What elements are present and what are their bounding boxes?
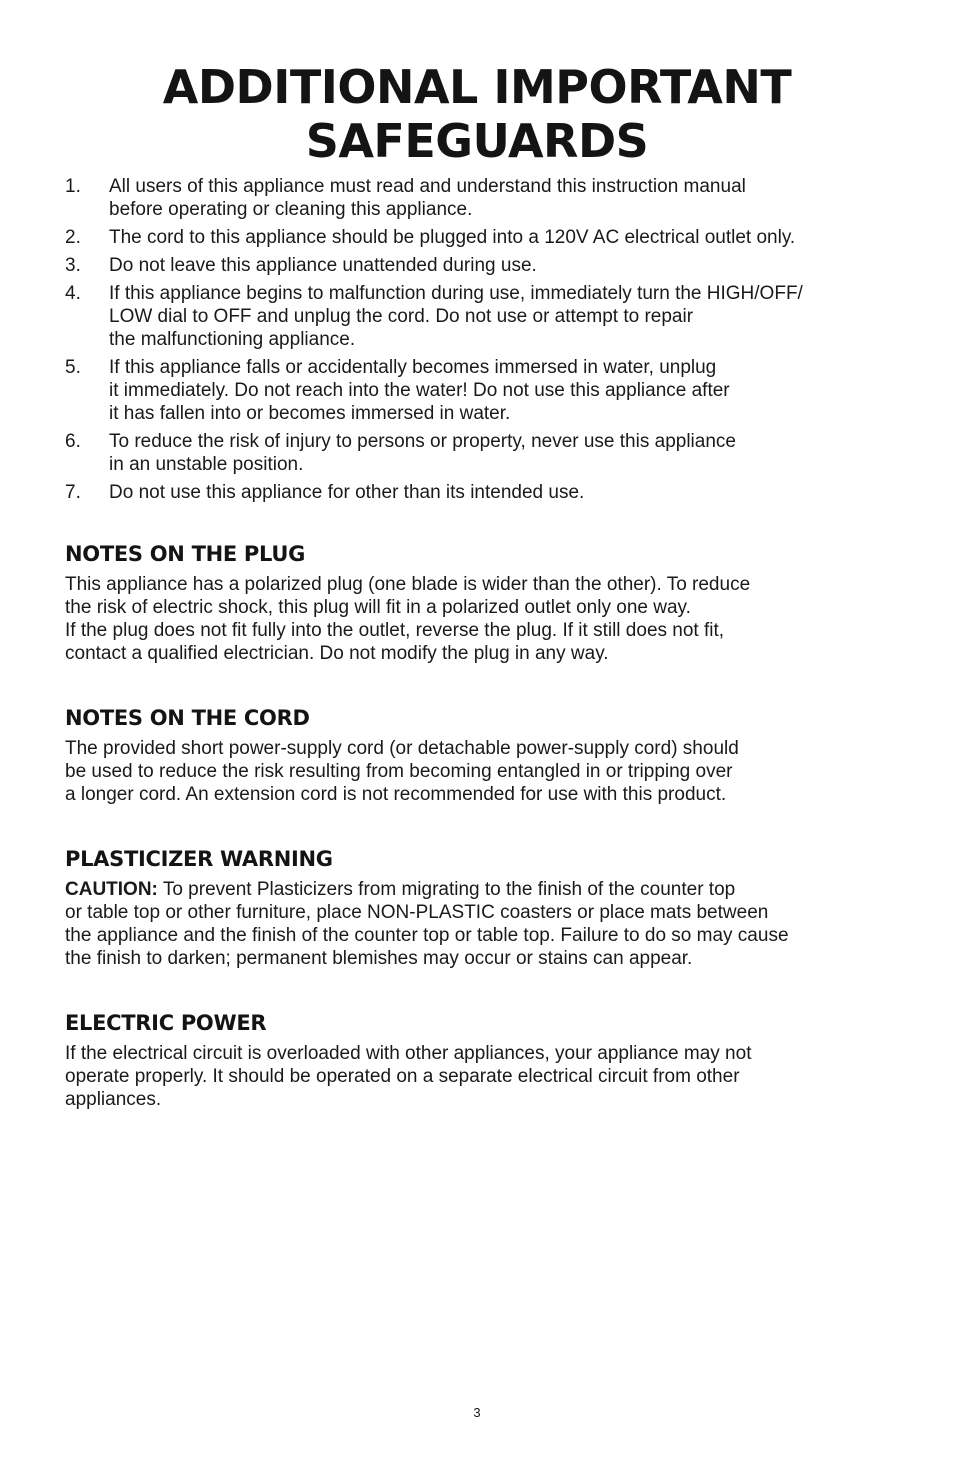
page-number: 3 [473,1405,481,1420]
text-line: be used to reduce the risk resulting from becoming entangled in or tripping over [65,761,733,782]
item-number: 4. [65,283,81,304]
text-line: This appliance has a polarized plug (one blade is wider than the other). To reduce [65,574,751,595]
page-title-line-1: ADDITIONAL IMPORTANT [162,60,792,114]
text-line: Do not leave this appliance unattended during use. [109,255,537,276]
text-line: LOW dial to OFF and unplug the cord. Do not use or attempt to repair [109,306,694,327]
text-line: If this appliance begins to malfunction during use, immediately turn the HIGH/OFF/ [109,283,803,304]
safeguard-item-2 [65,226,895,249]
text-line: If the plug does not fit fully into the outlet, reverse the plug. If it still does not fit, [65,620,725,641]
text-line: the finish to darken; permanent blemishes may occur or stains can appear. [65,948,693,969]
text-fragment: To prevent Plasticizers from migrating to the finish of the counter top [157,879,736,900]
plug-notes-body [65,573,895,665]
plasticizer-warning-body [65,878,895,970]
text-line: The cord to this appliance should be plugged into a 120V AC electrical outlet only. [109,227,796,248]
text-line: The provided short power-supply cord (or detachable power-supply cord) should [65,738,739,759]
item-number: 3. [65,255,81,276]
item-number: 1. [65,176,81,197]
electric-power-section [65,1010,895,1111]
text-line: All users of this appliance must read and understand this instruction manual [109,176,746,197]
safeguard-item-5 [65,356,895,425]
text-line: Do not use this appliance for other than its intended use. [109,482,585,503]
electric-power-heading: ELECTRIC POWER [65,1011,267,1035]
safeguard-item-6 [65,430,895,476]
item-number: 5. [65,357,81,378]
item-text [109,481,895,504]
text-line: it has fallen into or becomes immersed in water. [109,403,511,424]
plug-notes-heading: NOTES ON THE PLUG [65,542,306,566]
item-text [109,254,895,277]
text-line: If the electrical circuit is overloaded with other appliances, your appliance may not [65,1043,752,1064]
cord-notes-section [65,705,895,806]
text-line [65,878,895,901]
text-line: If this appliance falls or accidentally becomes immersed in water, unplug [109,357,717,378]
text-line: To reduce the risk of injury to persons or property, never use this appliance [109,431,736,452]
plug-notes-section [65,541,895,665]
item-text [109,175,895,221]
safeguard-item-1 [65,175,895,221]
safeguard-list [65,175,895,509]
caution-label: CAUTION: [65,879,158,900]
safeguard-item-7 [65,481,895,504]
safeguard-item-4 [65,282,895,351]
item-text [109,226,895,249]
plasticizer-warning-heading: PLASTICIZER WARNING [65,847,333,871]
text-line: contact a qualified electrician. Do not modify the plug in any way. [65,643,609,664]
safeguard-item-3 [65,254,895,277]
cord-notes-body [65,737,895,806]
item-text [109,356,895,425]
text-line: the appliance and the finish of the counter top or table top. Failure to do so may cause [65,925,789,946]
text-line: it immediately. Do not reach into the water! Do not use this appliance after [109,380,730,401]
electric-power-body [65,1042,895,1111]
plasticizer-warning-section [65,846,895,970]
text-line: in an unstable position. [109,454,304,475]
page-title [0,60,954,168]
cord-notes-heading: NOTES ON THE CORD [65,706,310,730]
item-text [109,430,895,476]
text-line: before operating or cleaning this appliance. [109,199,473,220]
page-title-line-2: SAFEGUARDS [305,114,649,168]
item-number: 7. [65,482,81,503]
text-line: operate properly. It should be operated on a separate electrical circuit from other [65,1066,740,1087]
text-line: a longer cord. An extension cord is not recommended for use with this product. [65,784,727,805]
text-line: the risk of electric shock, this plug will fit in a polarized outlet only one way. [65,597,691,618]
text-line: or table top or other furniture, place NON-PLASTIC coasters or place mats between [65,902,769,923]
item-number: 2. [65,227,81,248]
item-number: 6. [65,431,81,452]
text-line: appliances. [65,1089,162,1110]
item-text [109,282,895,351]
text-line: the malfunctioning appliance. [109,329,356,350]
